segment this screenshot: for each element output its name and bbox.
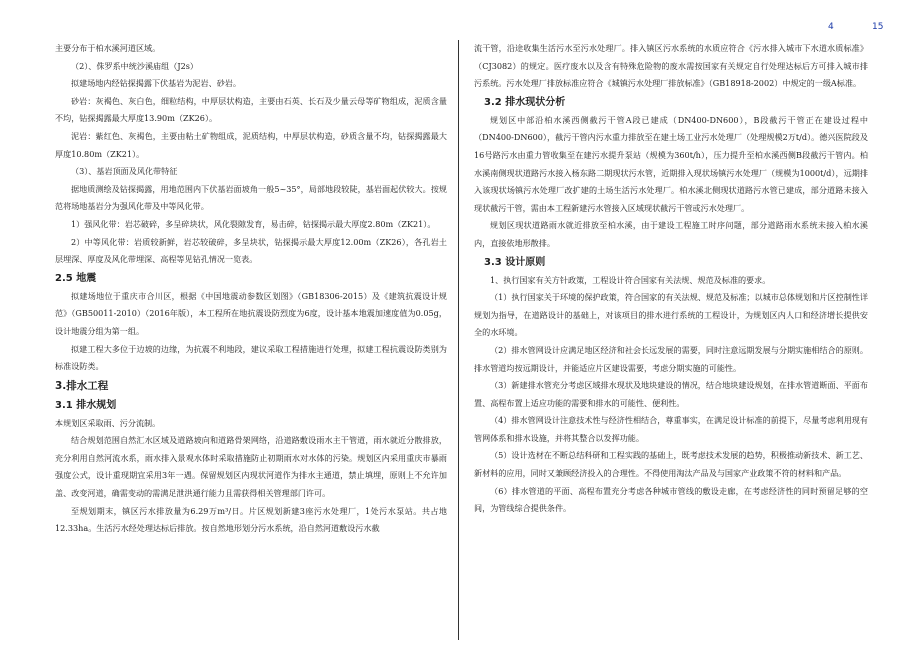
paragraph: 主要分布于柏水溪河道区域。: [55, 43, 161, 53]
section-heading: 3.2 排水现状分析: [484, 96, 566, 108]
paragraph: 本规划区采取雨、污分流制。: [55, 417, 161, 428]
section-heading: 3.3 设计原则: [484, 256, 546, 268]
page-number: 4: [828, 22, 834, 32]
chapter-heading: 3.排水工程: [55, 379, 109, 392]
paragraph: 1）强风化带：岩芯破碎，多呈碎块状，风化裂隙发育，易击碎，钻探揭示最大厚度2.80m（ZK21）。: [71, 218, 436, 229]
paragraph: 至规划期末，镇区污水排放量为6.29万m³/日。片区规划新建3座污水处理厂，1处污水泵站。共占地12.33ha。生活污水经处理达标后排放。按自然地形划分污水系统，沿自然河道敷设污水截: [55, 505, 447, 534]
paragraph: 泥岩：紫红色、灰褐色，主要由粘土矿物组成，泥质结构，中厚层状构造，砂质含量不均，钻探揭露最大厚度10.80m（ZK21）。: [55, 130, 447, 159]
column-divider: [458, 40, 459, 640]
paragraph: （6）排水管道的平面、高程布置充分考虑各种城市管线的敷设走廊，在考虑经济性的同时预留足够的空间，为管线综合提供条件。: [474, 485, 868, 514]
paragraph: （2）、侏罗系中统沙溪庙组（J2s）: [71, 60, 198, 71]
paragraph: 拟建场地位于重庆市合川区，根据《中国地震动参数区划图》（GB18306-2015）及《建筑抗震设计规范》（GB50011-2010）（2016年版），本工程所在地抗震设防烈度为6度，设计基本地震加速度值为0.05g，设计地震分组为第一组。: [55, 290, 447, 336]
paragraph: （5）设计选材在不断总结科研和工程实践的基础上，既考虑技术发展的趋势，积极推动新技术、新工艺、新材料的应用，同时又兼顾经济投入的合理性。不得使用淘汰产品及与国家产业政策不符的材料和产品。: [474, 450, 868, 479]
paragraph: （4）排水管网设计注意技术性与经济性相结合，尊重事实，在满足设计标准的前提下，尽量考虑利用现有管网体系和排水设施，并将其整合以发挥功能。: [474, 415, 868, 443]
right-column: [474, 40, 868, 518]
paragraph: （1）执行国家关于环境的保护政策，符合国家的有关法规、规范及标准；以城市总体规划和片区控制性详规划为指导，在道路设计的基础上，对该项目的排水进行系统的工程设计，为规划区内人口和经济增长提供安全的水环境。: [474, 292, 868, 338]
paragraph: 2）中等风化带：岩质较新鲜，岩芯较破碎，多呈块状，钻探揭示最大厚度12.00m（ZK26），各孔岩土层埋深、厚度及风化带埋深、高程等见钻孔情况一览表。: [55, 236, 447, 265]
paragraph: 拟建场地内经钻探揭露下伏基岩为泥岩、砂岩。: [71, 78, 241, 89]
paragraph: 据地质测绘及钻探揭露，用地范围内下伏基岩面坡角一般5~35°，局部地段较陡，基岩面起伏较大。按规范将场地基岩分为强风化带及中等风化带。: [55, 183, 447, 212]
left-column: [55, 40, 447, 538]
paragraph: 规划区中部沿柏水溪西侧截污干管A段已建成（DN400-DN600），B段截污干管正在建设过程中（DN400-DN600），截污干管内污水重力排放至在建土场工业污水处理厂（处理规模2万t/d）。德兴医院段及16号路污水由重力管收集至在建污水提升泵站（规模为360t/h），压力提升至柏水溪西侧B段截污干管内。柏水溪南侧现状道路污水接入杨东路二期现状污水管，近期排入现状场镇污水处理厂（规模为1000t/d），远期排入该现状场镇污水处理厂改扩建的土场生活污水处理厂。柏水溪北侧现状道路污水管已建成，部分道路未接入现状截污干管，需由本工程新建污水管接入区域现状截污干管或污水处理厂。: [474, 114, 868, 213]
section-heading: 2.5 地震: [55, 272, 97, 284]
paragraph: 流干管，沿途收集生活污水至污水处理厂。排入镇区污水系统的水质应符合《污水排入城市下水道水质标准》（CJ3082）的规定。医疗废水以及含有特殊危险物的废水需按国家有关规定自行处理达标后方可排入城市排污系统。污水处理厂排放标准应符合《城镇污水处理厂排放标准》（GB18918-2002）中规定的一级A标准。: [474, 43, 868, 89]
paragraph: 1、执行国家有关方针政策，工程设计符合国家有关法规、规范及标准的要求。: [490, 274, 771, 285]
paragraph: 规划区现状道路雨水就近排放至柏水溪，由于建设工程施工时序问题，部分道路雨水系统未接入柏水溪内，直接依地形散排。: [474, 220, 868, 248]
paragraph: 砂岩：灰褐色、灰白色，细粒结构，中厚层状构造，主要由石英、长石及少量云母等矿物组成，泥质含量不均，钻探揭露最大厚度13.90m（ZK26）。: [55, 95, 447, 124]
paragraph: 结合规划范围自然汇水区域及道路坡向和道路骨架网络，沿道路敷设雨水主干管道，雨水就近分散排放，充分利用自然河流水系，雨水排入景观水体时采取措施防止初期雨水对水体的污染。规划区内采用重庆市暴雨强度公式，设计重现期宜采用3年一遇。保留规划区内现状河道作为排水主通道，禁止填埋，原则上不允许加盖、改变河道，确需变动的需满足泄洪通行能力且需获得相关管理部门许可。: [55, 435, 447, 499]
section-heading: 3.1 排水规划: [55, 399, 117, 411]
total-pages: 15: [872, 22, 884, 32]
paragraph: （2）排水管网设计应满足地区经济和社会长远发展的需要，同时注意远期发展与分期实施相结合的原则。排水管道均按远期设计，并能适应片区建设需要，考虑分期实施的可能性。: [474, 344, 868, 373]
paragraph: （3）、基岩顶面及风化带特征: [71, 166, 178, 177]
paragraph: （3）新建排水管充分考虑区域排水现状及地块建设的情况，结合地块建设规划，在排水管道断面、平面布置、高程布置上适应功能的需要和排水的可能性、便利性。: [474, 380, 868, 408]
paragraph: 拟建工程大多位于边坡的边缘，为抗震不利地段，建议采取工程措施进行处理，拟建工程抗震设防类别为标准设防类。: [55, 343, 447, 372]
